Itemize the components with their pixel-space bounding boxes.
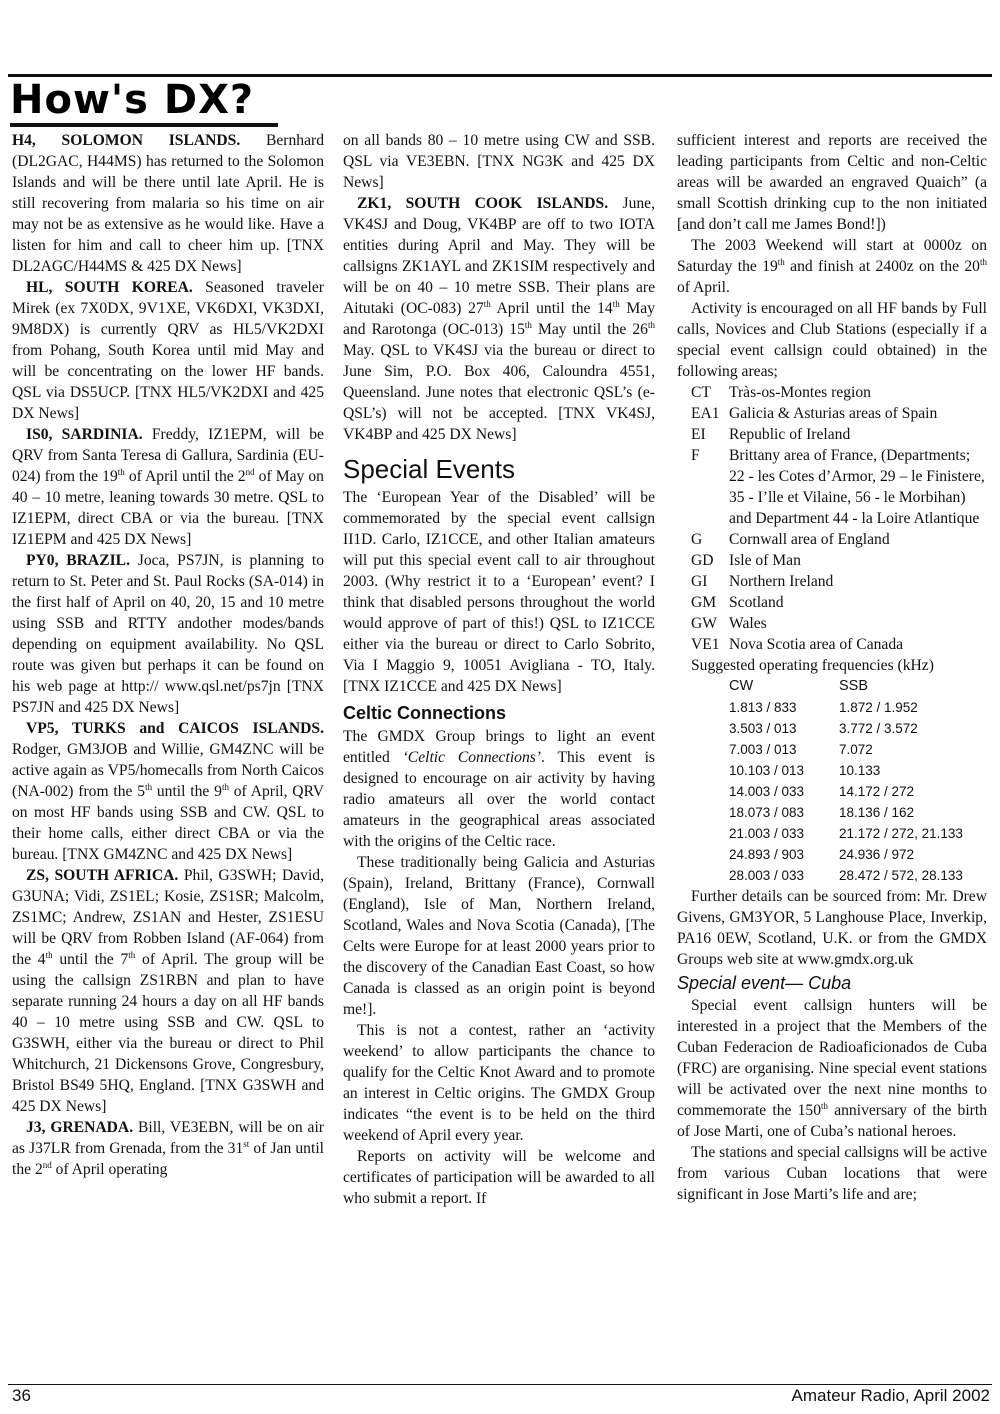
table-row: [729, 844, 963, 865]
area-item: [691, 634, 987, 655]
entry-text: April until the 14: [490, 300, 613, 317]
entry-text: May and Rarotonga (OC-013) 15: [343, 300, 655, 338]
area-description: Nova Scotia area of Canada: [729, 636, 904, 653]
area-description: Isle of Man: [729, 552, 801, 569]
entry-lead: VP5, TURKS and CAICOS ISLANDS.: [26, 720, 324, 737]
ssb-frequency: 18.136 / 162: [839, 805, 915, 820]
ordinal-suffix: th: [612, 298, 620, 309]
text-column-1: [12, 130, 324, 1180]
subheading-special-event-cuba: Special event— Cuba: [677, 973, 852, 993]
entry-lead: ZK1, SOUTH COOK ISLANDS.: [357, 195, 609, 212]
entry-text: of April until the 2: [124, 468, 246, 485]
section-heading-special-events: Special Events: [343, 454, 515, 484]
cw-frequency: 21.003 / 033: [729, 826, 805, 841]
entry-zk1-south-cook-islands: [343, 193, 655, 445]
cw-frequency: 18.073 / 083: [729, 805, 805, 820]
cw-frequency: 14.003 / 033: [729, 784, 805, 799]
entry-lead: PY0, BRAZIL.: [26, 552, 130, 569]
paragraph-text: and finish at 2400z on the 20: [784, 258, 980, 275]
entry-text: May. QSL to VK4SJ via the bureau or direct to June Sim, P.O. Box 406, Caloundra 4551, Queensland. June notes that electronic QSL’s (e-QSL’s) will not be accepted. [TNX VK4SJ, VK4BP and 425 DX News]: [343, 342, 655, 443]
paragraph-text: The 2003 Weekend will start at 0000z on Saturday the 19: [677, 237, 987, 275]
area-item: [691, 592, 987, 613]
column-title: How's DX?: [10, 77, 255, 123]
ssb-frequency: 3.772 / 3.572: [839, 721, 918, 736]
entry-is0-sardinia: [12, 424, 324, 550]
entry-j3-continued: on all bands 80 – 10 metre using CW and SSB. QSL via VE3EBN. [TNX NG3K and 425 DX News]: [343, 132, 655, 191]
ssb-frequency: 24.936 / 972: [839, 847, 915, 862]
entry-body: Bernhard (DL2GAC, H44MS) has returned to the Solomon Islands and will be there until late April. He is still recovering from malaria so his time on air may not be as extensive as he would like. Have a listen for him and call to cheer him up. [TNX DL2AGC/H44MS & 425 DX News]: [12, 132, 325, 275]
entry-hl-south-korea: [12, 277, 324, 424]
entry-text: until the 7: [52, 951, 129, 968]
entry-text: May until the 26: [531, 321, 648, 338]
celtic-paragraph-2: These traditionally being Galicia and Asturias (Spain), Ireland, Brittany (France), Cornwall (England), Isle of Man, Northern Ireland, Scotland, Wales and Nova Scotia (Canada), [The Celts were Europe for at least 2000 years prior to the discovery of the Canadian East Coast, so how Canada is classed as an origin point is beyond me!].: [343, 854, 655, 1018]
further-details-paragraph: Further details can be sourced from: Mr. Drew Givens, GM3YOR, 5 Langhouse Place, Inverkip, PA16 0EW, Scotland, U.K. or from the GMDX Groups web site at www.gmdx.org.uk: [677, 888, 987, 968]
entry-lead: H4, SOLOMON ISLANDS.: [12, 132, 241, 149]
area-prefix: GW: [691, 615, 717, 632]
celtic-paragraph-1: [343, 726, 655, 852]
paragraph-text: . This event is designed to encourage on air activity by having radio amateurs all over the world contact amateurs in the geographical areas associated with the origins of the Celtic race.: [343, 749, 655, 850]
ordinal-suffix: th: [45, 949, 53, 960]
title-underline: [10, 123, 278, 127]
ssb-frequency: 14.172 / 272: [839, 784, 915, 799]
table-row: [729, 718, 963, 739]
entry-vp5-turks-caicos: [12, 718, 324, 865]
cw-frequency: 10.103 / 013: [729, 763, 805, 778]
ordinal-suffix: th: [524, 319, 532, 330]
ordinal-suffix: th: [483, 298, 491, 309]
special-events-paragraph: The ‘European Year of the Disabled’ will be commemorated by the special event callsign II1D. Carlo, IZ1CCE, and other Italian amateurs will put this special event call to air throughout 2003. (Why restrict it to a ‘European’ event? I think that disabled persons throughout the world would approve of part of this!) QSL to IZ1CCE either via the bureau or direct to Carlo Sobrito, Via I Maggio 9, 10051 Avigliana - TO, Italy. [TNX IZ1CCE and 425 DX News]: [343, 489, 655, 695]
frequencies-intro: Suggested operating frequencies (kHz): [691, 657, 934, 674]
ssb-frequency: 28.472 / 572, 28.133: [839, 868, 963, 883]
magazine-issue: Amateur Radio, April 2002: [791, 1386, 990, 1405]
column-header-cw: CW: [729, 678, 754, 694]
entry-lead: J3, GRENADA.: [26, 1119, 134, 1136]
subheading-celtic-connections: Celtic Connections: [343, 703, 507, 723]
area-prefix: GI: [691, 573, 708, 590]
frequency-table-header: [729, 676, 963, 697]
entry-text: of April, QRV on most HF bands using SSB and CW. QSL to their home calls, either direct CBA or via the bureau. [TNX GM4ZNC and 425 DX News]: [12, 783, 324, 863]
text-column-2: [343, 130, 655, 1209]
page-number: 36: [12, 1386, 31, 1405]
entry-text: of April operating: [51, 1161, 168, 1178]
area-description: Wales: [729, 615, 767, 632]
area-item: [691, 529, 987, 550]
paragraph-text: Special event callsign hunters will be interested in a project that the Members of the Cuban Federacion de Radioaficionados de Cuba (FRC) are organising. Nine special event stations will be activated over the next nine months to commemorate the 150: [677, 997, 987, 1119]
event-name-emphasis: ‘Celtic Connections’: [402, 749, 542, 766]
ordinal-suffix: th: [777, 256, 785, 267]
area-prefix: GM: [691, 594, 717, 611]
ssb-frequency: 21.172 / 272, 21.133: [839, 826, 963, 841]
column-header-ssb: SSB: [839, 678, 869, 694]
area-item: [691, 424, 987, 445]
ordinal-suffix: nd: [42, 1159, 52, 1170]
area-description: Northern Ireland: [729, 573, 834, 590]
frequency-table: [729, 676, 963, 886]
ordinal-suffix: th: [128, 949, 136, 960]
table-row: [729, 739, 963, 760]
weekend-dates-paragraph: [677, 235, 987, 298]
area-prefix: EI: [691, 426, 706, 443]
area-item: [691, 550, 987, 571]
entry-text: of May on 40 – 10 metre, leaning towards 30 metre. QSL to IZ1EPM, direct CBA or via the bureau. [TNX IZ1EPM and 425 DX News]: [12, 468, 324, 548]
area-prefix: CT: [691, 384, 711, 401]
celtic-paragraph-continued: sufficient interest and reports are received the leading participants from Celtic and non-Celtic areas will be awarded an engraved Quaich” (a small Scottish drinking cup to the non initiated [and don’t call me James Bond!]): [677, 132, 987, 233]
entry-lead: ZS, SOUTH AFRICA.: [26, 867, 179, 884]
area-prefix: GD: [691, 552, 714, 569]
cw-frequency: 28.003 / 033: [729, 868, 805, 883]
entry-text: Bill, VE3EBN, will be on air as J37LR from Grenada, from the 31: [12, 1119, 324, 1157]
entry-j3-grenada: [12, 1117, 324, 1180]
area-prefix: EA1: [691, 405, 720, 422]
entry-text: of April. The group will be using the callsign ZS1RBN and plan to have separate running 24 hours a day on all HF bands 40 – 10 metre using SSB and CW. QSL to G3SWH, either via the bureau or direct to Phil Whitchurch, 21 Dickensons Grove, Congresbury, Bristol BS49 5HQ, England. [TNX G3SWH and 425 DX News]: [12, 951, 325, 1115]
ordinal-suffix: st: [243, 1138, 250, 1149]
ordinal-suffix: th: [221, 781, 229, 792]
entry-lead: HL, SOUTH KOREA.: [26, 279, 193, 296]
ssb-frequency: 1.872 / 1.952: [839, 700, 918, 715]
ssb-frequency: 10.133: [839, 763, 881, 778]
paragraph-text: The GMDX Group brings to light an event entitled: [343, 728, 655, 766]
cw-frequency: 24.893 / 903: [729, 847, 805, 862]
area-item: [691, 445, 987, 529]
entry-lead: IS0, SARDINIA.: [26, 426, 143, 443]
paragraph-text: anniversary of the birth of Jose Marti, one of Cuba’s national heroes.: [677, 1102, 988, 1140]
table-row: [729, 697, 963, 718]
area-description: Tràs-os-Montes region: [729, 384, 871, 401]
celtic-paragraph-3: This is not a contest, rather an ‘activity weekend’ to allow participants the chance to qualify for the Celtic Knot Award and to promote an interest in Celtic origins. The GMDX Group indicates “the event is to be held on the third weekend of April every year.: [343, 1022, 655, 1144]
entry-zs-south-africa: [12, 865, 324, 1117]
table-row: [729, 760, 963, 781]
ordinal-suffix: th: [145, 781, 153, 792]
ordinal-suffix: th: [647, 319, 655, 330]
areas-list: [691, 382, 987, 655]
footer-rule: [8, 1384, 992, 1385]
area-prefix: VE1: [691, 636, 720, 653]
entry-body: Joca, PS7JN, is planning to return to St. Peter and St. Paul Rocks (SA-014) in the first half of April on 40, 20, 15 and 10 metre using SSB and RTTY andother modes/bands depending on equipment availability. No QSL route was given but perhaps it can be found on his web page at http:// www.qsl.net/ps7jn [TNX PS7JN and 425 DX News]: [12, 552, 324, 716]
entry-py0-brazil: [12, 550, 324, 718]
area-item: [691, 571, 987, 592]
cw-frequency: 3.503 / 013: [729, 721, 797, 736]
entry-text: June, VK4SJ and Doug, VK4BP are off to two IOTA entities during April and May. They will be callsigns ZK1AYL and ZK1SIM respectively and will be on 40 – 10 metre SSB. Their plans are Aitutaki (OC-083) 27: [343, 195, 655, 317]
entry-text: of Jan until the 2: [12, 1140, 324, 1178]
entry-h4-solomon-islands: [12, 130, 324, 277]
area-prefix: F: [691, 447, 700, 464]
area-description: Galicia & Asturias areas of Spain: [729, 405, 938, 422]
table-row: [729, 781, 963, 802]
cw-frequency: 1.813 / 833: [729, 700, 797, 715]
area-prefix: G: [691, 531, 703, 548]
area-item: [691, 382, 987, 403]
area-description: Brittany area of France, (Departments; 22 - les Cotes d’Armor, 29 – le Finistere, 35 - I’lle et Vilaine, 56 - le Morbihan) and Department 44 - la Loire Atlantique: [729, 447, 985, 527]
area-item: [691, 613, 987, 634]
ordinal-suffix: nd: [245, 466, 255, 477]
table-row: [729, 865, 963, 886]
entry-text: Rodger, GM3JOB and Willie, GM4ZNC will be active again as VP5/homecalls from North Caicos (NA-002) from the 5: [12, 741, 324, 800]
cw-frequency: 7.003 / 013: [729, 742, 797, 757]
celtic-paragraph-4: Reports on activity will be welcome and certificates of participation will be awarded to all who submit a report. If: [343, 1148, 655, 1207]
entry-text: Freddy, IZ1EPM, will be QRV from Santa Teresa di Gallura, Sardinia (EU-024) from the 19: [12, 426, 324, 485]
ordinal-suffix: th: [979, 256, 987, 267]
entry-text: until the 9: [152, 783, 222, 800]
entry-body: Seasoned traveler Mirek (ex 7X0DX, 9V1XE, VK6DXI, VK3DXI, 9M8DX) is currently QRV as HL5/VK2DXI from Pohang, South Korea until mid May and will be concentrating on the lower HF bands. QSL via DS5UCP. [TNX HL5/VK2DXI and 425 DX News]: [12, 279, 324, 422]
paragraph-text: of April.: [677, 279, 730, 296]
area-description: Republic of Ireland: [729, 426, 851, 443]
table-row: [729, 823, 963, 844]
ordinal-suffix: th: [117, 466, 125, 477]
ordinal-suffix: th: [821, 1100, 829, 1111]
activity-paragraph: Activity is encouraged on all HF bands by Full calls, Novices and Club Stations (especially if a special event callsign could obtained) in the following areas;: [677, 300, 987, 380]
ssb-frequency: 7.072: [839, 742, 873, 757]
cuba-paragraph-2: The stations and special callsigns will be active from various Cuban locations that were significant in Jose Marti’s life and are;: [677, 1144, 987, 1203]
area-description: Cornwall area of England: [729, 531, 890, 548]
entry-text: Phil, G3SWH; David, G3UNA; Vidi, ZS1EL; Kosie, ZS1SR; Malcolm, ZS1MC; Andrew, ZS1AN and Hester, ZS1ESU will be QRV from Robben Island (AF-064) from the 4: [12, 867, 324, 968]
area-item: [691, 403, 987, 424]
area-description: Scotland: [729, 594, 784, 611]
text-column-3: [677, 130, 987, 1205]
cuba-paragraph-1: [677, 995, 987, 1142]
table-row: [729, 802, 963, 823]
